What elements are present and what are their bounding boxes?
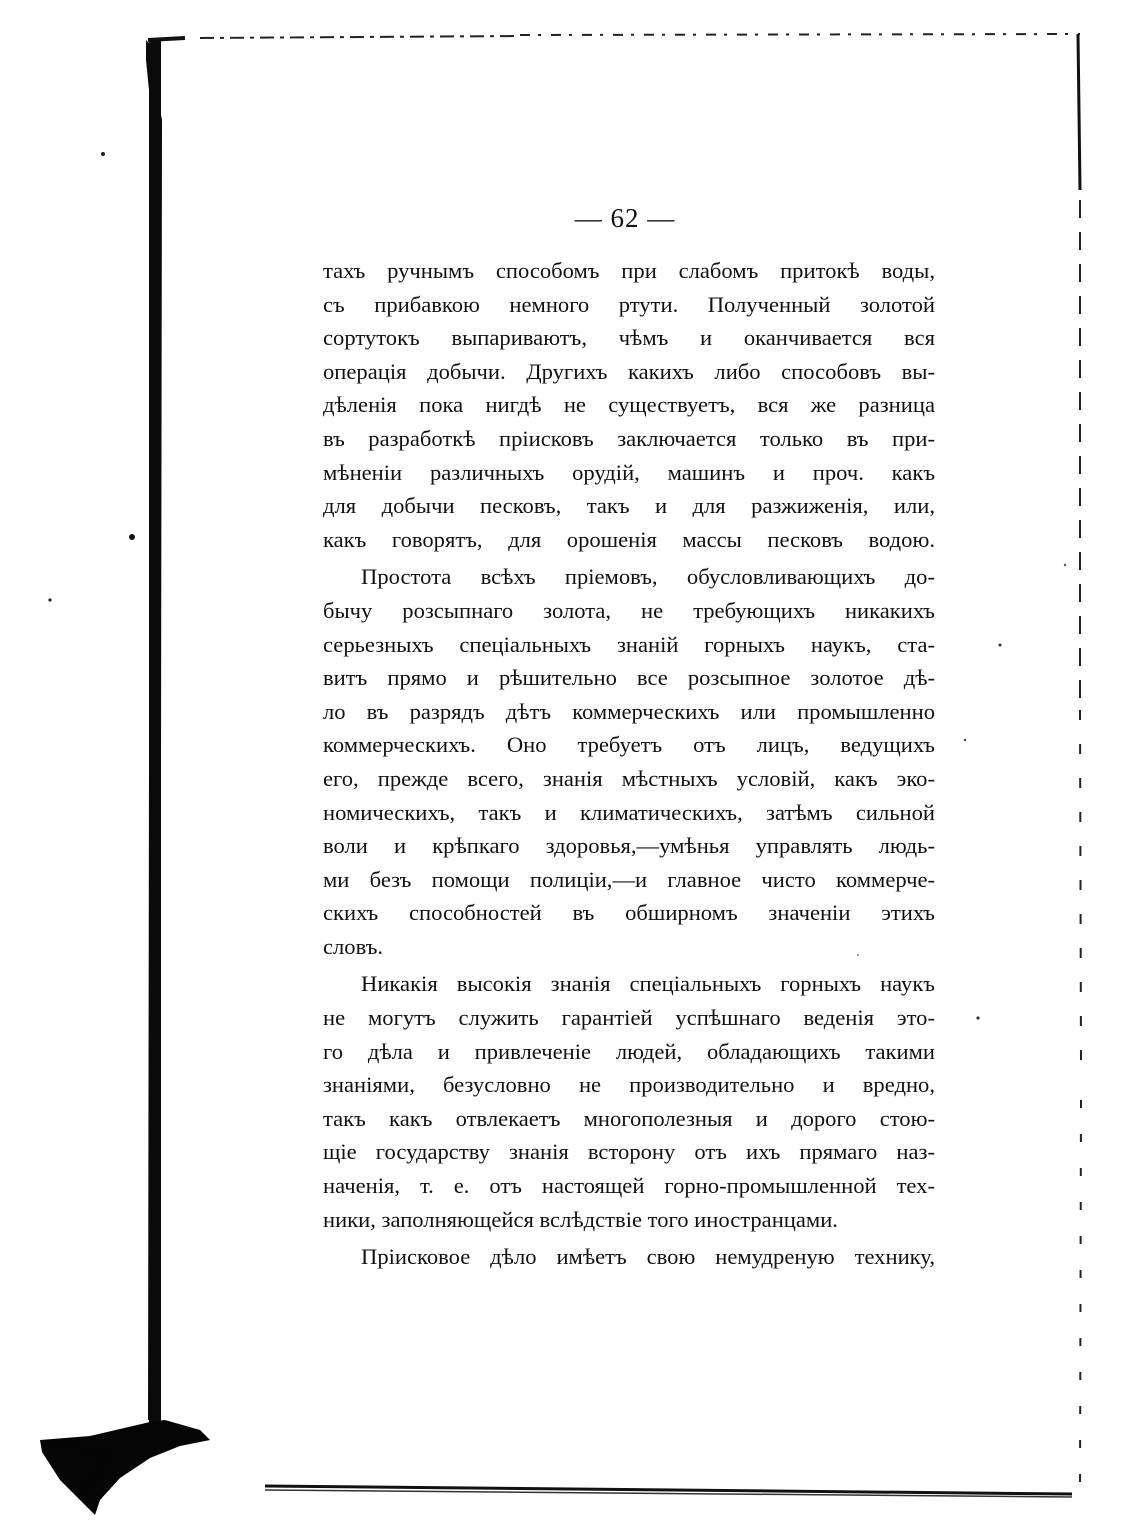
text-line: ми безъ помощи полиціи,—и главное чисто коммерче- [323,866,935,892]
text-line: щіе государству знанія всторону отъ ихъ прямаго наз- [323,1139,935,1165]
text-line: номическихъ, такъ и климатическихъ, затѣмъ сильной [323,799,935,825]
text-line: го дѣла и привлеченіе людей, обладающихъ такими [323,1038,935,1064]
text-line: бычу розсыпнаго золота, не требующихъ никакихъ [323,597,935,623]
text-line: операція добычи. Другихъ какихъ либо способовъ вы- [323,358,935,384]
text-line: мѣненіи различныхъ орудій, машинъ и проч. какъ [323,459,935,485]
text-line: не могутъ служить гарантіей успѣшнаго веденія это- [323,1005,935,1031]
text-line: Пріисковое дѣло имѣетъ свою немудреную технику, [361,1244,935,1270]
text-line: серьезныхъ спеціальныхъ знаній горныхъ наукъ, ста- [323,631,935,657]
text-line: ло въ разрядъ дѣтъ коммерческихъ или промышленно [323,698,935,724]
text-line: словъ. [323,933,384,959]
text-line: скихъ способностей въ обширномъ значеніи этихъ [323,900,935,926]
text-line: для добычи песковъ, такъ и для разжиженія, или, [323,493,935,519]
text-line: сортутокъ выпариваютъ, чѣмъ и оканчивается вся [323,325,935,351]
text-line: знаніями, безусловно не производительно и вредно, [323,1072,935,1098]
text-line: его, прежде всего, знанія мѣстныхъ условій, какъ эко- [323,765,935,791]
paragraph-2 [323,560,935,963]
text-line: такъ какъ отвлекаетъ многополезныя и дорого стою- [323,1105,935,1131]
page-number: — 62 — [574,203,676,233]
paragraph-1 [323,254,935,556]
text-line: коммерческихъ. Оно требуетъ отъ лицъ, ведущихъ [323,732,935,758]
text-line: Простота всѣхъ пріемовъ, обусловливающихъ до- [361,564,935,590]
body-text [323,254,935,1278]
text-line: витъ прямо и рѣшительно все розсыпное золотое дѣ- [323,665,935,691]
paragraph-3 [323,967,935,1236]
text-line: ники, заполняющейся вслѣдствіе того иностранцами. [323,1206,838,1232]
text-line: воли и крѣпкаго здоровья,—умѣнья управлять людь- [323,833,935,859]
text-line: дѣленія пока нигдѣ не существуетъ, вся же разница [323,392,935,418]
text-line: тахъ ручнымъ способомъ при слабомъ притокѣ воды, [323,258,935,283]
text-line: Никакія высокія знанія спеціальныхъ горныхъ наукъ [361,971,935,997]
text-line: наченія, т. е. отъ настоящей горно-промышленной тех- [323,1173,935,1199]
paragraph-4 [323,1240,935,1274]
text-line: съ прибавкою немного ртути. Полученный золотой [323,291,935,317]
text-line: въ разработкѣ пріисковъ заключается только въ при- [323,425,935,451]
text-line: какъ говорятъ, для орошенія массы песковъ водою. [323,526,935,552]
